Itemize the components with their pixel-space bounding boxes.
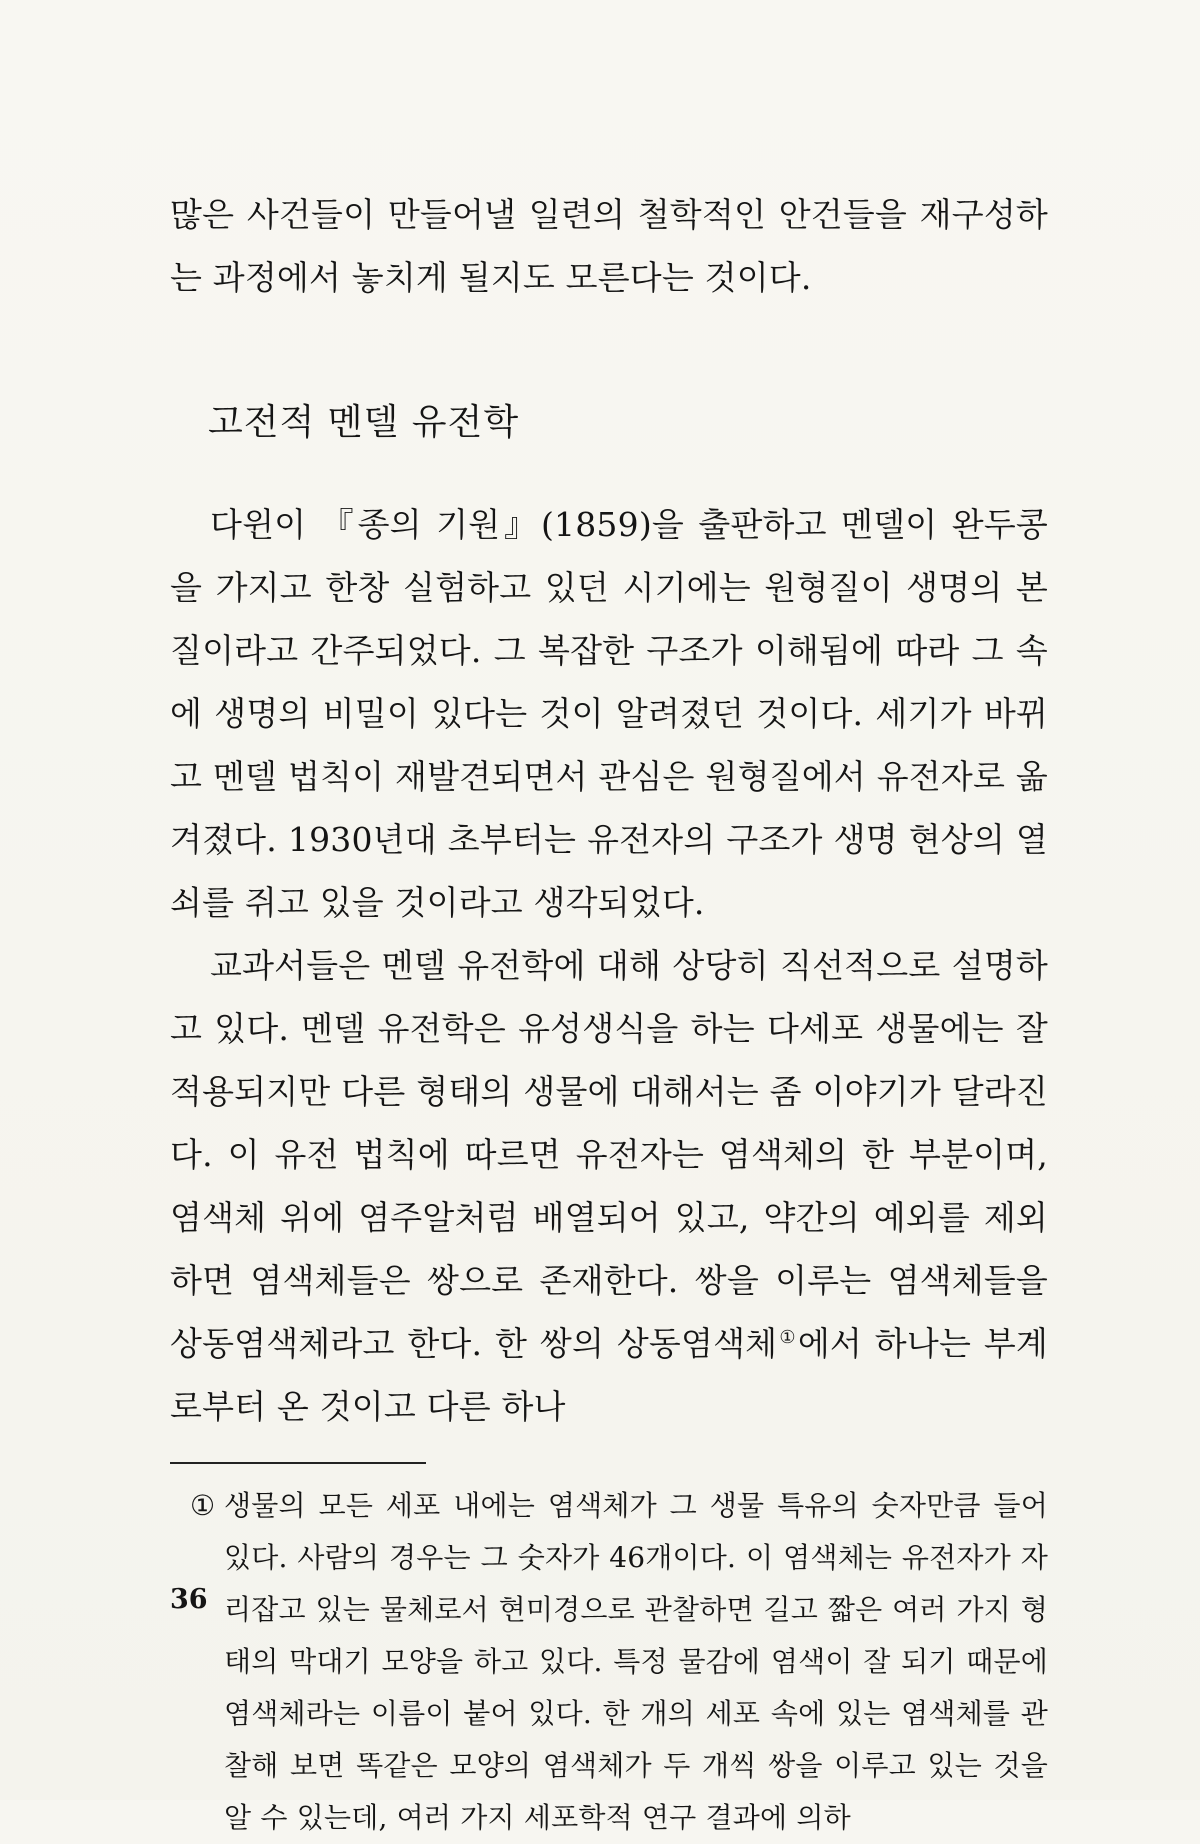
- footnote: [170, 1480, 1048, 1844]
- footnote-divider: [170, 1462, 426, 1464]
- paragraph-2: [170, 934, 1048, 1438]
- paragraph-2-text-after-note: 에서 하나는 부계로부터 온 것이고 다른 하나: [170, 1324, 1048, 1426]
- footnote-text: 생물의 모든 세포 내에는 염색체가 그 생물 특유의 숫자만큼 들어 있다. 사람의 경우는 그 숫자가 46개이다. 이 염색체는 유전자가 자리잡고 있는 물체로서 현미경으로 관찰하면 길고 짧은 여러 가지 형태의 막대기 모양을 하고 있다. 특정 물감에 염색이 잘 되기 때문에 염색체라는 이름이 붙어 있다. 한 개의 세포 속에 있는 염색체를 관찰해 보면 똑같은 모양의 염색체가 두 개씩 쌍을 이루고 있는 것을 알 수 있는데, 여러 가지 세포학적 연구 결과에 의하: [224, 1489, 1048, 1834]
- page-number: 36: [170, 1584, 208, 1615]
- footnote-reference: ①: [777, 1327, 798, 1348]
- page-content: [170, 183, 1048, 1844]
- paragraph-2-text-before-note: 교과서들은 멘델 유전학에 대해 상당히 직선적으로 설명하고 있다. 멘델 유전학은 유성생식을 하는 다세포 생물에는 잘 적용되지만 다른 형태의 생물에 대해서는 좀 이야기가 달라진다. 이 유전 법칙에 따르면 유전자는 염색체의 한 부분이며, 염색체 위에 염주알처럼 배열되어 있고, 약간의 예외를 제외하면 염색체들은 쌍으로 존재한다. 쌍을 이루는 염색체들을 상동염색체라고 한다. 한 쌍의 상동염색체: [170, 946, 1048, 1363]
- intro-paragraph: 많은 사건들이 만들어낼 일련의 철학적인 안건들을 재구성하는 과정에서 놓치게 될지도 모른다는 것이다.: [170, 195, 1048, 297]
- paragraph-1: 다윈이 『종의 기원』(1859)을 출판하고 멘델이 완두콩을 가지고 한창 실험하고 있던 시기에는 원형질이 생명의 본질이라고 간주되었다. 그 복잡한 구조가 이해됨에 따라 그 속에 생명의 비밀이 있다는 것이 알려졌던 것이다. 세기가 바뀌고 멘델 법칙이 재발견되면서 관심은 원형질에서 유전자로 옮겨졌다. 1930년대 초부터는 유전자의 구조가 생명 현상의 열쇠를 쥐고 있을 것이라고 생각되었다.: [170, 505, 1048, 922]
- footnote-marker: ①: [190, 1489, 216, 1522]
- section-heading: 고전적 멘델 유전학: [208, 402, 520, 443]
